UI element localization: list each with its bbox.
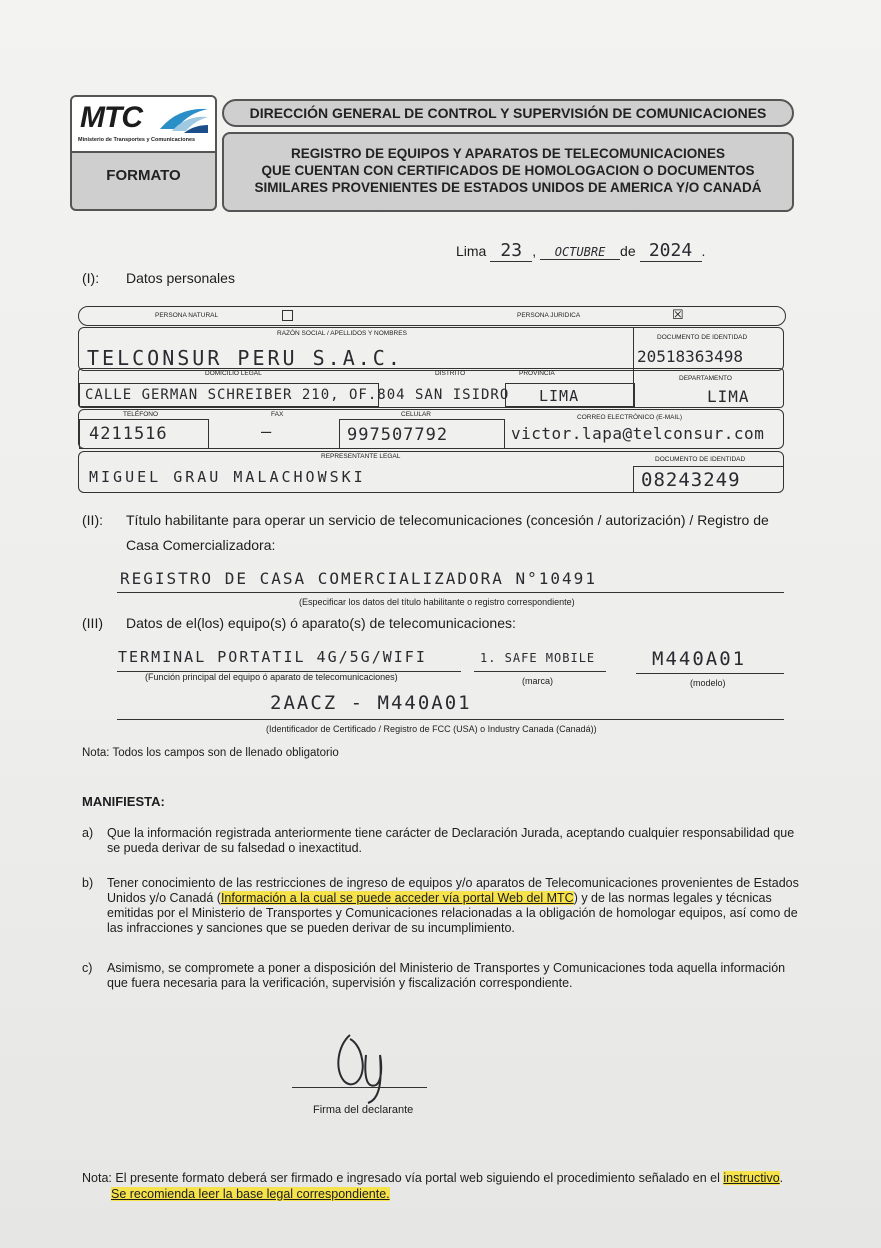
razon-social-label: RAZÓN SOCIAL / APELLIDOS Y NOMBRES (277, 330, 407, 337)
date-end: . (701, 243, 706, 259)
date-month: OCTUBRE (540, 245, 620, 260)
item-b-text-1: Tener conocimiento de las restricciones de ingreso de equipos y/o aparatos de Telecomunicaciones provenientes de Estados Unidos y/o Canadá ( (107, 876, 799, 905)
doc-id-label: DOCUMENTO DE IDENTIDAD (657, 334, 748, 341)
item-a-letter: a) (82, 826, 94, 840)
instructivo-link[interactable]: instructivo (723, 1171, 780, 1185)
function-caption: (Función principal del equipo ó aparato de telecomunicaciones) (145, 672, 398, 682)
doc-id2-label: DOCUMENTO DE IDENTIDAD (655, 456, 746, 463)
date-prefix: Lima (456, 243, 487, 259)
persona-natural-label: PERSONA NATURAL (155, 312, 219, 319)
correo-label: CORREO ELECTRÓNICO (E-MAIL) (577, 414, 683, 421)
representante-label: REPRESENTANTE LEGAL (321, 453, 401, 460)
persona-natural-checkbox[interactable] (282, 310, 293, 321)
section-2-caption: (Especificar los datos del título habilitante o registro correspondiente) (299, 597, 575, 607)
nota-final-end: . (779, 1171, 784, 1185)
brand-value[interactable]: 1. SAFE MOBILE (480, 651, 596, 665)
item-b-text-2: ) y de las normas legales y técnicas emitidas por el Ministerio de Transportes y Comunicaciones relacionadas a la obligación de homologar equipos, así como de las infracciones y sanciones que se pueden derivar de su incumplimiento. (107, 891, 798, 935)
base-legal-link[interactable]: Se recomienda leer la base legal correspondiente. (111, 1187, 390, 1201)
function-value[interactable]: TERMINAL PORTATIL 4G/5G/WIFI (118, 648, 427, 666)
section-3-number: (III) (82, 615, 103, 631)
section-3-title: Datos de el(los) equipo(s) ó aparato(s) de telecomunicaciones: (126, 615, 516, 631)
telefono-value[interactable]: 4211516 (89, 424, 168, 444)
date-line (456, 240, 705, 262)
distrito-value[interactable]: SAN ISIDRO (415, 387, 510, 403)
representante-value[interactable]: MIGUEL GRAU MALACHOWSKI (89, 468, 366, 486)
razon-social-row (78, 327, 784, 371)
persona-type-row (78, 306, 786, 326)
title-line-3: SIMILARES PROVENIENTES DE ESTADOS UNIDOS DE AMERICA Y/O CANADÁ (254, 180, 762, 195)
item-c-text: Asimismo, se compromete a poner a disposición del Ministerio de Transportes y Comunicaciones toda aquella información que fuera necesaria para la verificación, supervisión y fiscalización correspondiente. (107, 961, 786, 990)
contact-row (78, 409, 784, 449)
header-direction: DIRECCIÓN GENERAL DE CONTROL Y SUPERVISIÓN DE COMUNICACIONES (222, 99, 794, 127)
model-caption: (modelo) (690, 678, 726, 688)
fax-value[interactable]: — (261, 422, 273, 442)
section-2-text-1: Título habilitante para operar un servicio de telecomunicaciones (concesión / autorización) / Registro de (126, 512, 769, 528)
cert-value[interactable]: 2AACZ - M440A01 (270, 692, 472, 714)
header-title (222, 132, 794, 212)
section-1-number: (I): (82, 270, 100, 286)
distrito-label: DISTRITO (435, 370, 466, 377)
item-c-letter: c) (82, 961, 93, 975)
item-b-letter: b) (82, 876, 94, 890)
formato-label: FORMATO (106, 167, 181, 184)
title-line-1: REGISTRO DE EQUIPOS Y APARATOS DE TELECOMUNICACIONES (290, 146, 726, 161)
domicilio-label: DOMICILIO LEGAL (205, 370, 262, 377)
date-de: de (620, 243, 636, 259)
celular-value[interactable]: 997507792 (347, 425, 449, 445)
nota-final (82, 1171, 802, 1186)
logo-swoosh-icon (158, 105, 210, 135)
razon-social-value[interactable]: TELCONSUR PERU S.A.C. (87, 346, 403, 370)
representante-row (78, 451, 784, 493)
telefono-label: TELÉFONO (123, 411, 159, 418)
brand-caption: (marca) (522, 676, 553, 686)
cert-caption: (Identificador de Certificado / Registro de FCC (USA) o Industry Canada (Canadá)) (266, 724, 597, 734)
date-year: 2024 (640, 240, 702, 262)
model-value[interactable]: M440A01 (652, 648, 747, 670)
signature-line (292, 1087, 427, 1088)
provincia-label: PROVINCIA (519, 370, 555, 377)
departamento-label: DEPARTAMENTO (679, 375, 732, 382)
correo-value[interactable]: victor.lapa@telconsur.com (511, 424, 765, 443)
domicilio-value[interactable]: CALLE GERMAN SCHREIBER 210, OF.804 (85, 387, 406, 403)
nota-final-text: El presente formato deberá ser firmado e ingresado vía portal web siguiendo el procedimiento señalado en el (115, 1171, 724, 1185)
nota-obligatorio: Nota: Todos los campos son de llenado obligatorio (82, 747, 339, 759)
date-sep: , (532, 243, 537, 259)
signature-label: Firma del declarante (313, 1104, 414, 1116)
title-line-2: QUE CUENTAN CON CERTIFICADOS DE HOMOLOGACION O DOCUMENTOS (261, 163, 755, 178)
section-2-number: (II): (82, 512, 103, 528)
domicilio-row (78, 368, 784, 408)
item-b-text (107, 876, 807, 936)
persona-juridica-checkbox[interactable]: ☒ (672, 307, 684, 322)
nota-final-prefix: Nota: (82, 1171, 112, 1185)
celular-label: CELULAR (401, 411, 431, 418)
doc-id2-value[interactable]: 08243249 (641, 469, 741, 491)
date-day: 23 (490, 240, 532, 262)
logo-text: MTC (80, 101, 142, 134)
section-1-title: Datos personales (126, 270, 235, 286)
nota-final-line-2 (111, 1187, 390, 1202)
doc-id-value[interactable]: 20518363498 (637, 347, 743, 366)
item-a-text: Que la información registrada anteriormente tiene carácter de Declaración Jurada, aceptando cualquier responsabilidad que se pueda derivar de su falsedad o inexactitud. (107, 826, 795, 855)
signature-mark (320, 1025, 400, 1105)
provincia-value[interactable]: LIMA (539, 387, 580, 405)
section-2-value[interactable]: REGISTRO DE CASA COMERCIALIZADORA N°10491 (120, 569, 597, 588)
departamento-value[interactable]: LIMA (707, 387, 750, 406)
logo-subtitle: Ministerio de Transportes y Comunicaciones (78, 137, 196, 143)
section-2-text-2: Casa Comercializadora: (126, 537, 276, 553)
mtc-portal-link[interactable]: Información a la cual se puede acceder vía portal Web del MTC (220, 891, 574, 905)
header-logo-box (70, 95, 217, 211)
fax-label: FAX (271, 411, 284, 418)
mtc-logo (72, 97, 215, 153)
persona-juridica-label: PERSONA JURIDICA (517, 312, 581, 319)
manifiesta-title: MANIFIESTA: (82, 794, 165, 809)
